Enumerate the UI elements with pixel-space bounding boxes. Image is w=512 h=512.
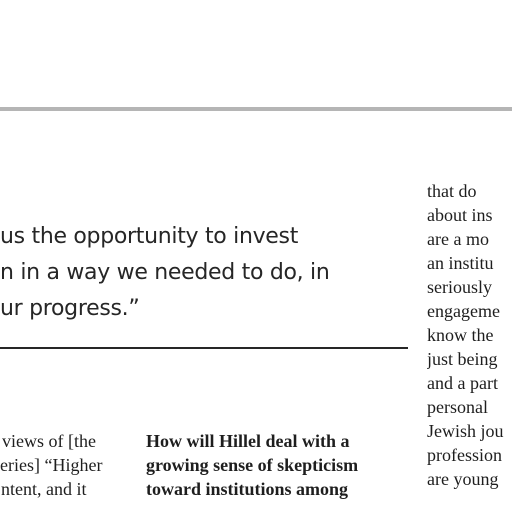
pull-quote-divider xyxy=(0,347,408,349)
pull-quote-line: us the opportunity to invest xyxy=(0,224,299,249)
body-text-line: views of [the xyxy=(2,431,96,451)
body-text-line: engageme xyxy=(427,301,500,321)
pull-quote-line: n in a way we needed to do, in xyxy=(0,260,330,285)
body-text-line: an institu xyxy=(427,253,494,273)
body-text-line: just being xyxy=(427,349,498,369)
body-text-line: Jewish jou xyxy=(427,421,504,441)
right-column-text xyxy=(427,181,512,512)
body-text-line: that do xyxy=(427,181,477,201)
top-divider xyxy=(0,107,512,111)
pull-quote-line: ur progress.” xyxy=(0,296,140,321)
body-text-line: seriously xyxy=(427,277,492,297)
body-text-line: personal xyxy=(427,397,488,417)
question-line: growing sense of skepticism xyxy=(146,455,359,475)
body-text-line: about ins xyxy=(427,205,493,225)
body-text-line: and a part xyxy=(427,373,498,393)
body-text-line: ntent, and it xyxy=(1,479,87,499)
body-text-line: are young xyxy=(427,469,499,489)
question-line: How will Hillel deal with a xyxy=(146,431,350,451)
body-text-line: profession xyxy=(427,445,502,465)
body-text-line: know the xyxy=(427,325,494,345)
body-text-line: eries] “Higher xyxy=(0,455,103,475)
question-line: toward institutions among xyxy=(146,479,349,499)
body-text-line: are a mo xyxy=(427,229,489,249)
